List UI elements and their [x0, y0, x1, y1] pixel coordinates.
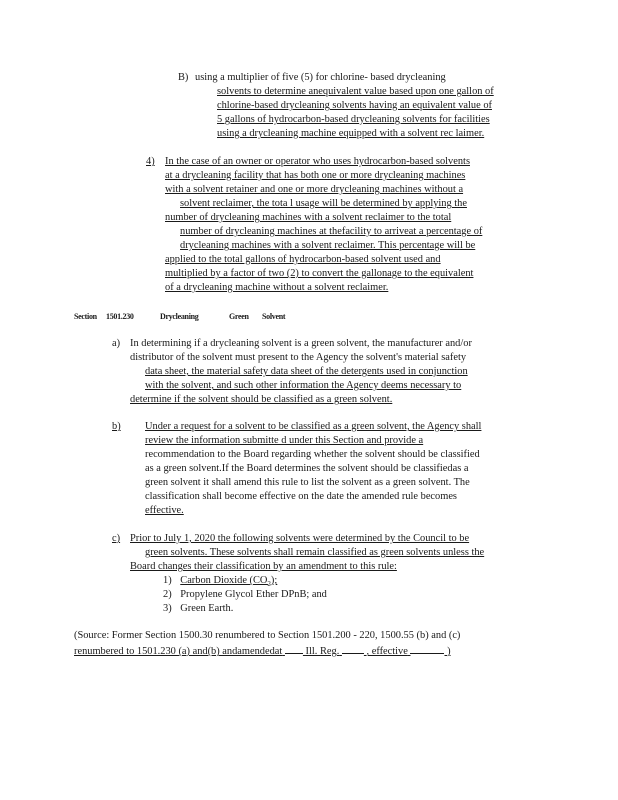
sub-b-line-5: green solvent it shall amend this rule to list the solvent as a green solvent. The — [145, 477, 470, 488]
item-4-line-1: In the case of an owner or operator who uses hydrocarbon-based solvents — [165, 156, 470, 167]
item-4-line-2: at a drycleaning facility that has both one or more drycleaning machines — [165, 170, 466, 181]
sub-b-line-1: Under a request for a solvent to be classified as a green solvent, the Agency shall — [145, 421, 482, 432]
source-line-2: renumbered to 1501.230 (a) and(b) andamendedat Ill. Reg. , effective ) — [74, 646, 451, 657]
date-blank — [410, 644, 444, 654]
sub-c-line-1: Prior to July 1, 2020 the following solvents were determined by the Council to be — [130, 533, 470, 544]
sub-a-line-4: with the solvent, and such other information the Agency deems necessary to — [145, 380, 462, 391]
item-4-line-9: multiplied by a factor of two (2) to convert the gallonage to the equivalent — [165, 268, 474, 279]
list-number: 1) — [163, 575, 172, 586]
sub-b-line-4: as a green solvent.If the Board determines the solvent should be classifiedas a — [145, 463, 469, 474]
sub-a-line-3: data sheet, the material safety data sheet of the detergents used in conjunction — [145, 366, 468, 377]
volume-blank — [285, 644, 303, 654]
list-text: Propylene Glycol Ether DPnB; and — [180, 589, 327, 600]
sub-c-marker: c) — [112, 533, 121, 544]
subscript: 2 — [267, 580, 271, 589]
item-4-line-10: of a drycleaning machine without a solvent reclaimer. — [165, 282, 389, 293]
item-4-marker: 4) — [146, 156, 155, 167]
list-text: Carbon Dioxide $(CO_2)$; — [180, 575, 278, 589]
sub-a-line-5: determine if the solvent should be classified as a green solvent. — [130, 394, 393, 405]
list-text: Green Earth. — [180, 603, 234, 614]
item-b-line-3: chlorine-based drycleaning solvents having an equivalent value of — [217, 100, 492, 111]
section-title-word-3: Solvent — [262, 312, 286, 321]
item-4-line-8: applied to the total gallons of hydrocarbon-based solvent used and — [165, 254, 441, 265]
item-b-line-1: using a multiplier of five (5) for chlorine- based drycleaning — [195, 72, 446, 83]
sub-a-line-1: In determining if a drycleaning solvent is a green solvent, the manufacturer and/or — [130, 338, 472, 349]
sub-b-line-7: effective. — [145, 505, 184, 516]
section-title-word-1: Drycleaning — [160, 312, 199, 321]
sub-c-list-item-1 — [163, 575, 277, 590]
sub-c-line-3: Board changes their classification by an amendment to this rule: — [130, 561, 397, 572]
sub-b-line-2: review the information submitte d under this Section and provide a — [145, 435, 424, 446]
section-number: 1501.230 — [106, 312, 134, 321]
list-number: 2) — [163, 589, 172, 600]
sub-c-list-item-2 — [163, 589, 327, 601]
item-4-line-7: drycleaning machines with a solvent reclaimer. This percentage will be — [180, 240, 476, 251]
item-4-line-3: with a solvent retainer and one or more drycleaning machines without a — [165, 184, 464, 195]
item-4-line-5: number of drycleaning machines with a solvent reclaimer to the total — [165, 212, 452, 223]
sub-a-line-2: distributor of the solvent must present to the Agency the solvent's material safety — [130, 352, 467, 363]
sub-c-list-item-3 — [163, 603, 233, 615]
item-b-line-2: solvents to determine anequivalent value based upon one gallon of — [217, 86, 494, 97]
item-4-line-4: solvent reclaimer, the tota l usage will be determined by applying the — [180, 198, 467, 209]
sub-b-line-3: recommendation to the Board regarding whether the solvent should be classified — [145, 449, 480, 460]
list-number: 3) — [163, 603, 172, 614]
sub-a-marker: a) — [112, 338, 121, 349]
section-title-word-2: Green — [229, 312, 249, 321]
item-b-line-5: using a drycleaning machine equipped with a solvent rec laimer. — [217, 128, 485, 139]
source-line-1: (Source: Former Section 1500.30 renumbered to Section 1501.200 - 220, 1500.55 (b) and (c) — [74, 630, 461, 641]
sub-b-marker: b) — [112, 421, 121, 432]
sub-b-line-6: classification shall become effective on the date the amended rule becomes — [145, 491, 457, 502]
sub-c-line-2: green solvents. These solvents shall remain classified as green solvents unless the — [145, 547, 485, 558]
page-blank — [342, 644, 364, 654]
item-b-line-4: 5 gallons of hydrocarbon-based drycleaning solvents for facilities — [217, 114, 490, 125]
item-b-marker: B) — [178, 72, 189, 83]
item-4-line-6: number of drycleaning machines at thefacility to arriveat a percentage of — [180, 226, 483, 237]
section-label: Section — [74, 312, 97, 321]
section-heading — [74, 311, 294, 323]
